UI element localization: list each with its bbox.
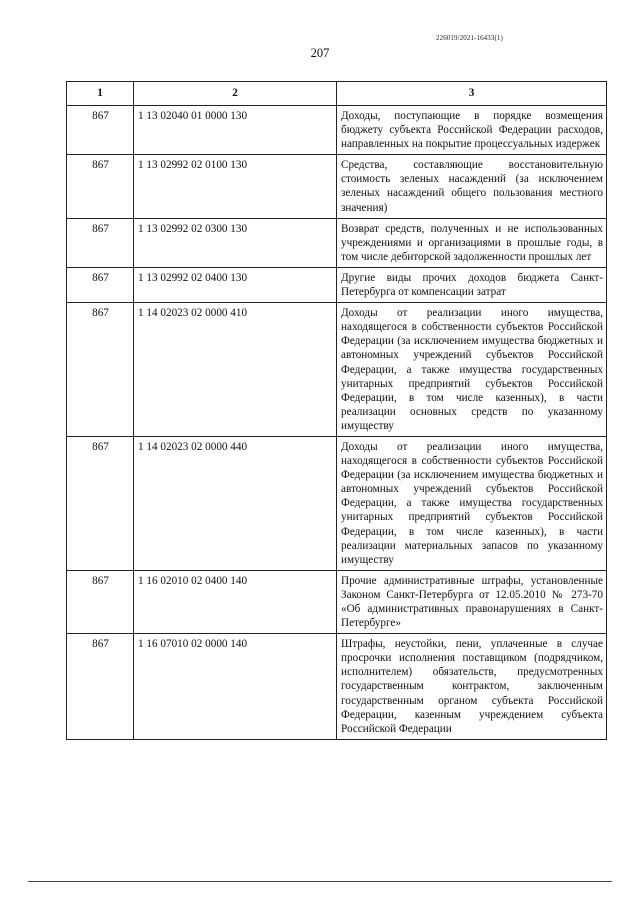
revenue-code-cell: 1 16 07010 02 0000 140	[134, 634, 337, 740]
revenue-code-cell: 1 13 02040 01 0000 130	[134, 106, 337, 155]
admin-code-cell: 867	[67, 436, 134, 570]
admin-code-cell: 867	[67, 106, 134, 155]
description-cell: Другие виды прочих доходов бюджета Санкт-Петербурга от компенсации затрат	[337, 267, 607, 302]
description-cell: Прочие административные штрафы, установленные Законом Санкт-Петербурга от 12.05.2010 № 273-70 «Об административных правонарушениях в Санкт-Петербурге»	[337, 570, 607, 633]
column-header-2: 2	[134, 82, 337, 106]
column-header-3: 3	[337, 82, 607, 106]
table-row	[67, 106, 607, 155]
revenue-code-cell: 1 14 02023 02 0000 410	[134, 303, 337, 437]
table-row	[67, 303, 607, 437]
table-row	[67, 570, 607, 633]
admin-code-cell: 867	[67, 218, 134, 267]
table-row	[67, 155, 607, 218]
document-id: 226019/2021-16433(1)	[436, 34, 503, 42]
table-row	[67, 436, 607, 570]
admin-code-cell: 867	[67, 303, 134, 437]
page-number: 207	[310, 46, 330, 60]
admin-code-cell: 867	[67, 570, 134, 633]
admin-code-cell: 867	[67, 267, 134, 302]
revenue-code-cell: 1 14 02023 02 0000 440	[134, 436, 337, 570]
revenue-codes-table	[66, 81, 607, 740]
revenue-code-cell: 1 16 02010 02 0400 140	[134, 570, 337, 633]
column-header-1: 1	[67, 82, 134, 106]
admin-code-cell: 867	[67, 155, 134, 218]
table-row	[67, 267, 607, 302]
revenue-code-cell: 1 13 02992 02 0100 130	[134, 155, 337, 218]
admin-code-cell: 867	[67, 634, 134, 740]
description-cell: Доходы, поступающие в порядке возмещения бюджету субъекта Российской Федерации расходов, направленных на покрытие процессуальных издержек	[337, 106, 607, 155]
table-row	[67, 218, 607, 267]
revenue-code-cell: 1 13 02992 02 0400 130	[134, 267, 337, 302]
description-cell: Штрафы, неустойки, пени, уплаченные в случае просрочки исполнения поставщиком (подрядчиком, исполнителем) обязательств, предусмотренных государственным контрактом, заключенным государственным органом субъекта Российской Федерации, казенным учреждением субъекта Российской Федерации	[337, 634, 607, 740]
table-row	[67, 634, 607, 740]
page-bottom-rule	[28, 881, 612, 882]
description-cell: Средства, составляющие восстановительную стоимость зеленых насаждений (за исключением зеленых насаждений общего пользования местного значения)	[337, 155, 607, 218]
description-cell: Доходы от реализации иного имущества, находящегося в собственности субъектов Российской Федерации (за исключением имущества бюджетных и автономных учреждений субъектов Российской Федерации, а также имущества государственных унитарных предприятий субъектов Российской Федерации, в том числе казенных), в части реализации основных средств по указанному имуществу	[337, 303, 607, 437]
table-header-row	[67, 82, 607, 106]
description-cell: Доходы от реализации иного имущества, находящегося в собственности субъектов Российской Федерации (за исключением имущества бюджетных и автономных учреждений субъектов Российской Федерации, а также имущества государственных унитарных предприятий субъектов Российской Федерации, в том числе казенных), в части реализации материальных запасов по указанному имуществу	[337, 436, 607, 570]
description-cell: Возврат средств, полученных и не использованных учреждениями и организациями в прошлые годы, в том числе дебиторской задолженности прошлых лет	[337, 218, 607, 267]
revenue-code-cell: 1 13 02992 02 0300 130	[134, 218, 337, 267]
